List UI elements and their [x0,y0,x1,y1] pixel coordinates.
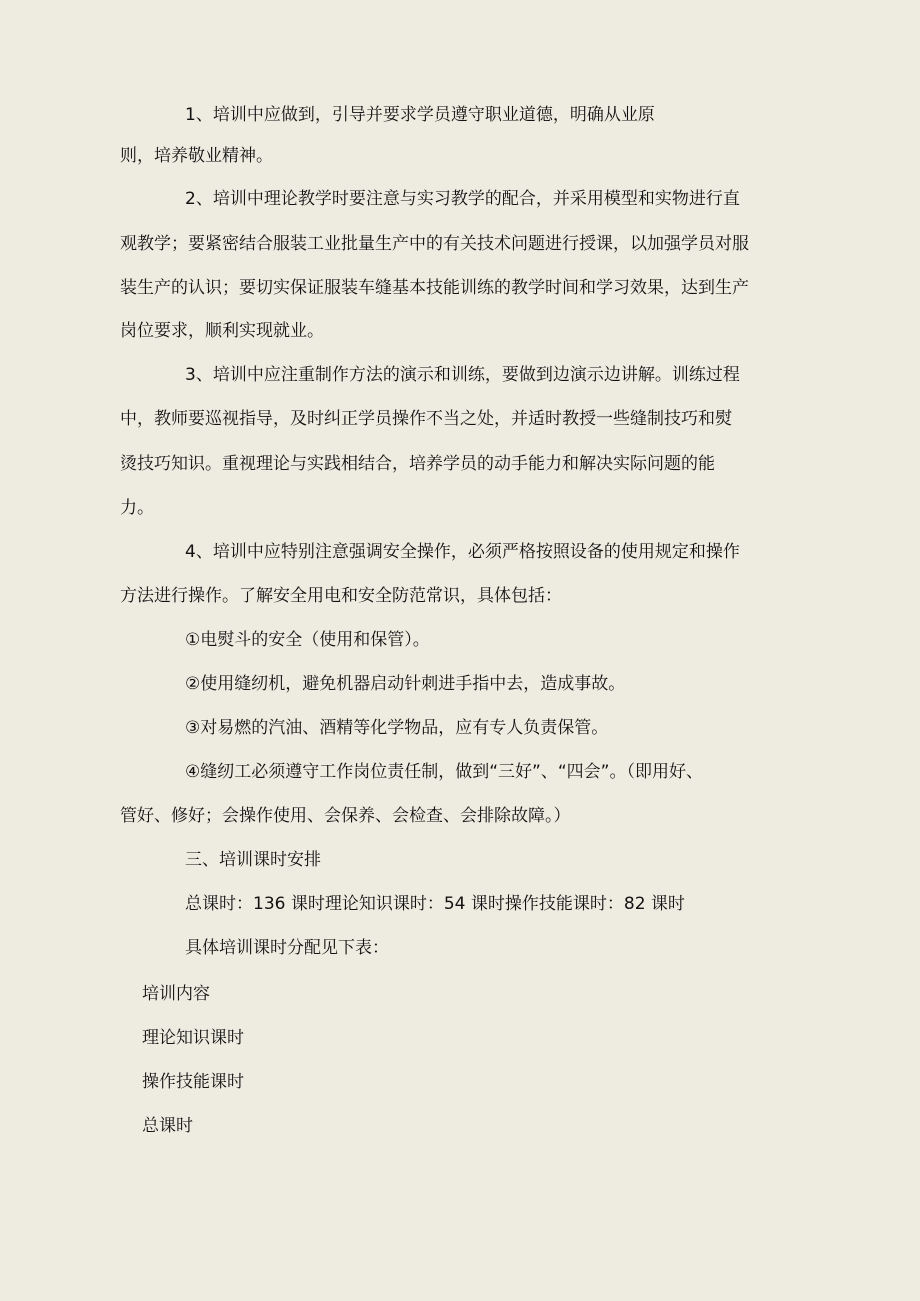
table-header-content: 培训内容 [142,984,210,1004]
para-2-line-2: 观教学；要紧密结合服装工业批量生产中的有关技术问题进行授课，以加强学员对服 [120,234,749,254]
para-2-line-1: 2、培训中理论教学时要注意与实习教学的配合，并采用模型和实物进行直 [185,189,740,209]
safety-item-2: ②使用缝纫机，避免机器启动针刺进手指中去，造成事故。 [185,674,626,694]
table-header-theory-hours: 理论知识课时 [142,1028,244,1048]
total-hours-line: 总课时：136 课时理论知识课时：54 课时操作技能课时：82 课时 [185,894,685,914]
table-intro: 具体培训课时分配见下表： [185,938,389,958]
safety-item-3: ③对易燃的汽油、酒精等化学物品，应有专人负责保管。 [185,718,609,738]
para-2-line-3: 装生产的认识；要切实保证服装车缝基本技能训练的教学时间和学习效果，达到生产 [120,278,749,298]
para-3-line-3: 烫技巧知识。重视理论与实践相结合，培养学员的动手能力和解决实际问题的能 [120,454,715,474]
para-2-line-4: 岗位要求，顺利实现就业。 [120,321,324,341]
safety-item-4-line-2: 管好、修好；会操作使用、会保养、会检查、会排除故障。） [120,806,571,826]
table-header-practice-hours: 操作技能课时 [142,1072,244,1092]
safety-item-4-line-1: ④缝纫工必须遵守工作岗位责任制，做到“三好”、“四会”。（即用好、 [185,762,703,782]
para-3-line-2: 中，教师要巡视指导，及时纠正学员操作不当之处，并适时教授一些缝制技巧和熨 [120,409,732,429]
table-header-total-hours: 总课时 [142,1116,193,1136]
para-4-line-2: 方法进行操作。了解安全用电和安全防范常识，具体包括： [120,586,562,606]
para-4-line-1: 4、培训中应特别注意强调安全操作，必须严格按照设备的使用规定和操作 [185,542,740,562]
para-3-line-4: 力。 [120,498,154,518]
para-1-line-2: 则，培养敬业精神。 [120,146,273,166]
para-1-line-1: 1、培训中应做到，引导并要求学员遵守职业道德，明确从业原 [185,105,655,125]
para-3-line-1: 3、培训中应注重制作方法的演示和训练，要做到边演示边讲解。训练过程 [185,365,740,385]
safety-item-1: ①电熨斗的安全（使用和保管）。 [185,630,430,650]
section-heading: 三、培训课时安排 [185,850,321,870]
